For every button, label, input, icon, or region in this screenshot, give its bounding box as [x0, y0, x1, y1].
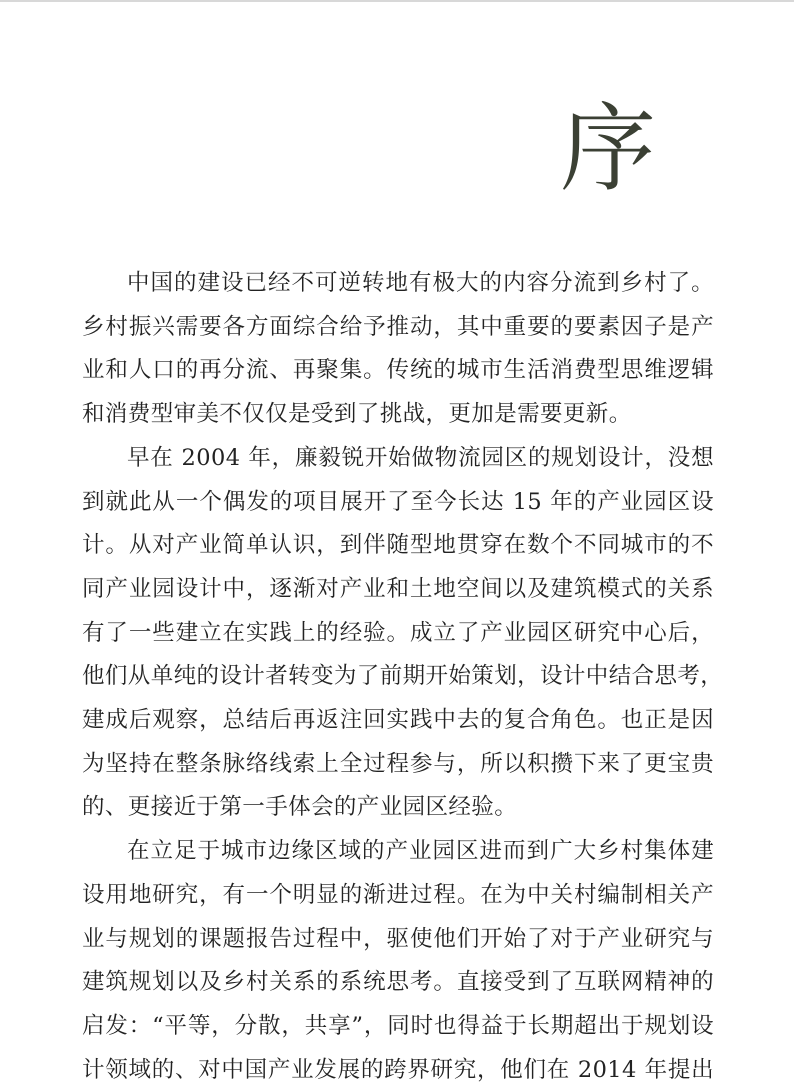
page-title: 序: [560, 93, 656, 206]
text-line: 中国的建设已经不可逆转地有极大的内容分流到乡村了。: [127, 270, 714, 296]
text-line: 启发：“平等，分散，共享”，同时也得益于长期超出于规划设: [82, 1012, 714, 1039]
text-line: 到就此从一个偶发的项目展开了至今长达 15 年的产业园区设: [82, 488, 714, 515]
text-line: 他们从单纯的设计者转变为了前期开始策划，设计中结合思考，: [82, 663, 724, 690]
text-line: 同产业园设计中，逐渐对产业和土地空间以及建筑模式的关系: [82, 575, 714, 602]
text-line: 业和人口的再分流、再聚集。传统的城市生活消费型思维逻辑: [82, 357, 714, 384]
text-line: 业与规划的课题报告过程中，驱使他们开始了对于产业研究与: [82, 925, 714, 952]
body-text: [82, 262, 724, 1092]
text-line: 为坚持在整条脉络线索上全过程参与，所以积攒下来了更宝贵: [82, 750, 714, 777]
text-line: 计。从对产业简单认识，到伴随型地贯穿在数个不同城市的不: [82, 532, 714, 559]
text-line: 设用地研究，有一个明显的渐进过程。在为中关村编制相关产: [82, 881, 714, 908]
paragraph-1: [82, 262, 714, 437]
text-line: 有了一些建立在实践上的经验。成立了产业园区研究中心后，: [82, 619, 714, 646]
text-line: 早在 2004 年，廉毅锐开始做物流园区的规划设计，没想: [127, 444, 714, 471]
top-rule: [0, 0, 794, 2]
paragraph-2: [82, 437, 724, 830]
text-line: 和消费型审美不仅仅是受到了挑战，更加是需要更新。: [82, 401, 632, 428]
text-line: 在立足于城市边缘区域的产业园区进而到广大乡村集体建: [127, 838, 714, 865]
text-line: 建成后观察，总结后再返注回实践中去的复合角色。也正是因: [82, 707, 714, 734]
text-line: 计领域的、对中国产业发展的跨界研究，他们在 2014 年提出: [82, 1056, 714, 1083]
paragraph-3: [82, 830, 714, 1092]
text-line: 建筑规划以及乡村关系的系统思考。直接受到了互联网精神的: [82, 969, 714, 996]
text-line: 的、更接近于第一手体会的产业园区经验。: [82, 794, 518, 821]
text-line: 乡村振兴需要各方面综合给予推动，其中重要的要素因子是产: [82, 313, 714, 340]
